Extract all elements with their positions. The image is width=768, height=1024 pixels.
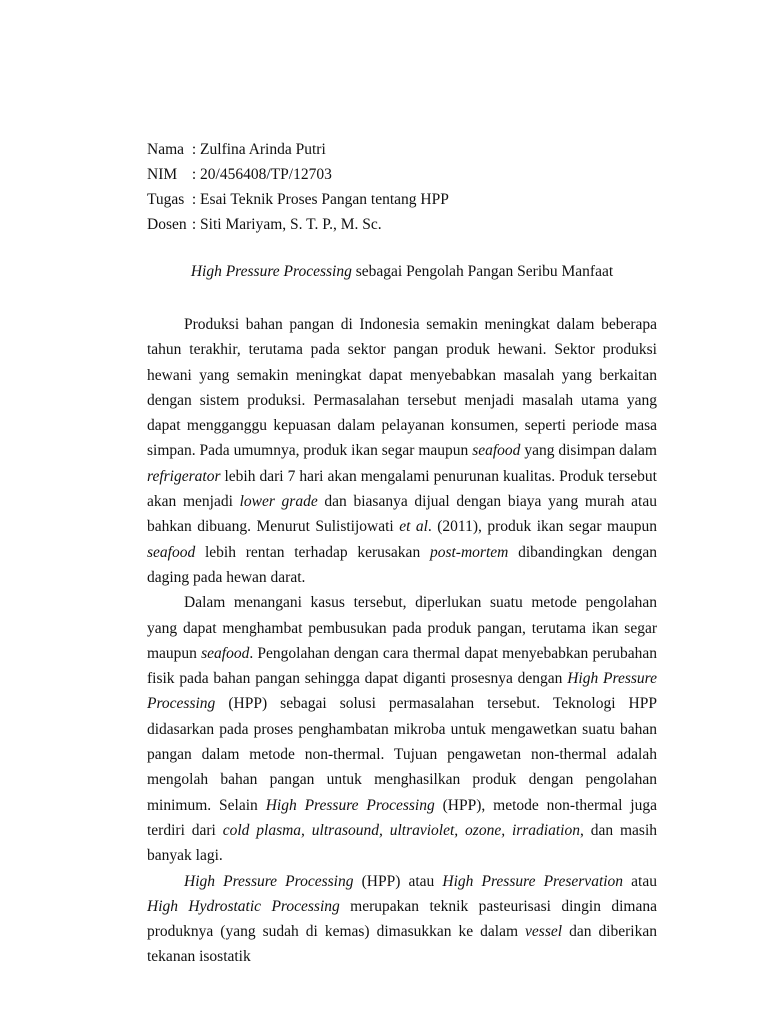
text-run: atau bbox=[623, 872, 657, 890]
text-run: Produksi bahan pangan di Indonesia semakin meningkat dalam beberapa tahun terakhir, terutama pada sektor pangan produk hewani. Sektor produksi hewani yang semakin meningkat dapat menyebabkan masalah yang berkaitan dengan sistem produksi. Permasalahan tersebut menjadi masalah utama yang dapat mengganggu kepuasan dalam pelayanan konsumen, seperti periode masa simpan. Pada umumnya, produk ikan segar maupun bbox=[147, 316, 657, 460]
text-run: dan biasanya dijual dengan biaya yang murah atau bahkan dibuang. Menurut Sulistijowati bbox=[147, 493, 657, 536]
meta-row-tugas bbox=[147, 187, 667, 212]
text-run: yang disimpan dalam bbox=[520, 442, 657, 460]
italic-run: seafood bbox=[147, 543, 196, 561]
text-run: dibandingkan dengan daging pada hewan darat. bbox=[147, 543, 657, 586]
text-run: lebih dari 7 hari akan mengalami penurunan kualitas. Produk tersebut akan menjadi bbox=[147, 467, 657, 511]
meta-row-nama bbox=[147, 137, 667, 162]
text-run: lebih rentan terhadap kerusakan bbox=[195, 543, 430, 561]
italic-run: seafood bbox=[201, 644, 250, 662]
meta-label: Nama bbox=[147, 141, 185, 158]
essay-body bbox=[147, 312, 657, 970]
meta-value: : Zulfina Arinda Putri bbox=[191, 141, 326, 158]
text-run: (HPP) sebagai solusi permasalahan tersebut. Teknologi HPP didasarkan pada proses penghambatan mikroba untuk mengawetkan suatu bahan pangan dalam metode non-thermal. Tujuan pengawetan non-thermal adalah mengolah bahan pangan untuk menghasilkan produk dengan pengolahan minimum. Selain bbox=[147, 695, 657, 814]
text-run: . Pengolahan dengan cara thermal dapat menyebabkan perubahan fisik pada bahan pangan sehingga dapat diganti prosesnya dengan bbox=[147, 644, 657, 688]
body-paragraph bbox=[147, 312, 657, 590]
italic-run: et al bbox=[399, 518, 428, 536]
body-paragraph bbox=[147, 590, 657, 868]
text-run: . (2011), produk ikan segar maupun bbox=[427, 518, 657, 536]
meta-row-dosen bbox=[147, 212, 667, 237]
text-run: , dan masih banyak lagi. bbox=[147, 821, 657, 865]
italic-run: High Pressure Processing bbox=[147, 670, 657, 713]
text-run: Dalam menangani kasus tersebut, diperlukan suatu metode pengolahan yang dapat menghambat pembusukan pada produk pangan, terutama ikan segar maupun bbox=[147, 594, 657, 662]
student-info bbox=[147, 137, 667, 237]
meta-label: NIM bbox=[147, 166, 178, 183]
italic-run: High Pressure Processing bbox=[265, 796, 435, 814]
italic-run: High Hydrostatic Processing bbox=[147, 897, 340, 915]
text-run: dan diberikan tekanan isostatik bbox=[147, 923, 657, 966]
meta-value: : 20/456408/TP/12703 bbox=[191, 166, 332, 183]
essay-title-rest: sebagai Pengolah Pangan Seribu Manfaat bbox=[351, 263, 614, 280]
text-run: (HPP), metode non-thermal juga terdiri dari bbox=[147, 796, 657, 839]
italic-run: seafood bbox=[472, 442, 521, 460]
meta-value: : Siti Mariyam, S. T. P., M. Sc. bbox=[191, 216, 382, 233]
body-paragraph bbox=[147, 869, 657, 970]
text-run: (HPP) atau bbox=[353, 872, 443, 890]
italic-run: lower grade bbox=[239, 493, 318, 511]
italic-run: High Pressure Preservation bbox=[442, 872, 624, 890]
essay-title-italic: High Pressure Processing bbox=[190, 263, 352, 280]
italic-run: refrigerator bbox=[147, 467, 221, 485]
essay-title bbox=[147, 260, 657, 284]
meta-label: Dosen bbox=[147, 216, 187, 233]
italic-run: post-mortem bbox=[429, 543, 509, 561]
meta-value: : Esai Teknik Proses Pangan tentang HPP bbox=[191, 191, 449, 208]
italic-run: cold plasma, ultrasound, ultraviolet, ozone, irradiation bbox=[222, 821, 580, 839]
meta-label: Tugas bbox=[147, 191, 185, 208]
italic-run: vessel bbox=[525, 923, 563, 941]
italic-run: High Pressure Processing bbox=[184, 872, 354, 890]
text-run: merupakan teknik pasteurisasi dingin dimana produknya (yang sudah di kemas) dimasukkan ke dalam bbox=[147, 897, 658, 941]
meta-row-nim bbox=[147, 162, 667, 187]
